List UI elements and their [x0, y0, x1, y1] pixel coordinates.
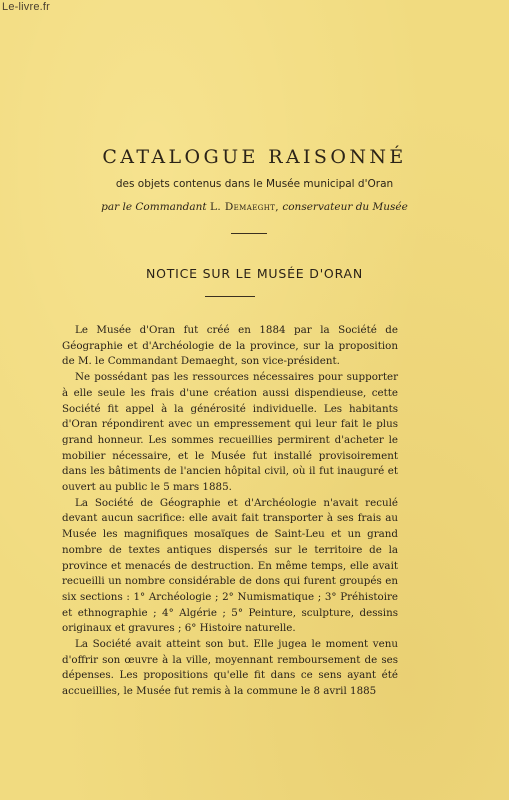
- catalogue-subtitle: des objets contenus dans le Musée municipal d'Oran: [115, 178, 394, 190]
- title-divider: [231, 233, 267, 234]
- catalogue-title: CATALOGUE RAISONNÉ: [102, 146, 407, 168]
- author-line: [0, 201, 509, 213]
- author-prefix: par le Commandant: [101, 201, 207, 213]
- paragraph: La Société de Géographie et d'Archéologie n'avait reculé devant aucun sacrifice: elle avait fait transporter à ses frais au Musée les magnifiques mosaïques de Saint-Leu et un grand nombre de textes antiques dispersés sur le territoire de la province et menacés de destruction. En même temps, elle avait recueilli un nombre considérable de dons qui furent groupés en six sections : 1° Archéologie ; 2° Numismatique ; 3° Préhistoire et ethnographie ; 4° Algérie ; 5° Peinture, sculpture, dessins originaux et gravures ; 6° Histoire naturelle.: [62, 496, 398, 635]
- watermark: Le-livre.fr: [2, 1, 51, 13]
- author-suffix: conservateur du Musée: [282, 201, 408, 213]
- paragraph: Le Musée d'Oran fut créé en 1884 par la Société de Géographie et d'Archéologie de la province, sur la proposition de M. le Commandant Demaeght, son vice-président.: [62, 324, 398, 368]
- body-text: [62, 323, 398, 700]
- author-name: L. Demaeght,: [210, 201, 280, 213]
- heading-divider: [205, 296, 255, 297]
- paragraph: Ne possédant pas les ressources nécessaires pour supporter à elle seule les frais d'une création aussi dispendieuse, cette Société fit appel à la générosité individuelle. Les habitants d'Oran répondirent avec un empressement qui leur fait le plus grand honneur. Les sommes recueillies permirent d'acheter le mobilier nécessaire, et le Musée fut installé provisoirement dans les bâtiments de l'ancien hôpital civil, où il fut inauguré et ouvert au public le 5 mars 1885.: [62, 371, 398, 494]
- paragraph: La Société avait atteint son but. Elle jugea le moment venu d'offrir son œuvre à la ville, moyennant remboursement de ses dépenses. Les propositions qu'elle fit dans ce sens ayant été accueillies, le Musée fut remis à la commune le 8 avril 1885: [62, 638, 398, 698]
- section-heading: NOTICE SUR LE MUSÉE D'ORAN: [145, 266, 364, 281]
